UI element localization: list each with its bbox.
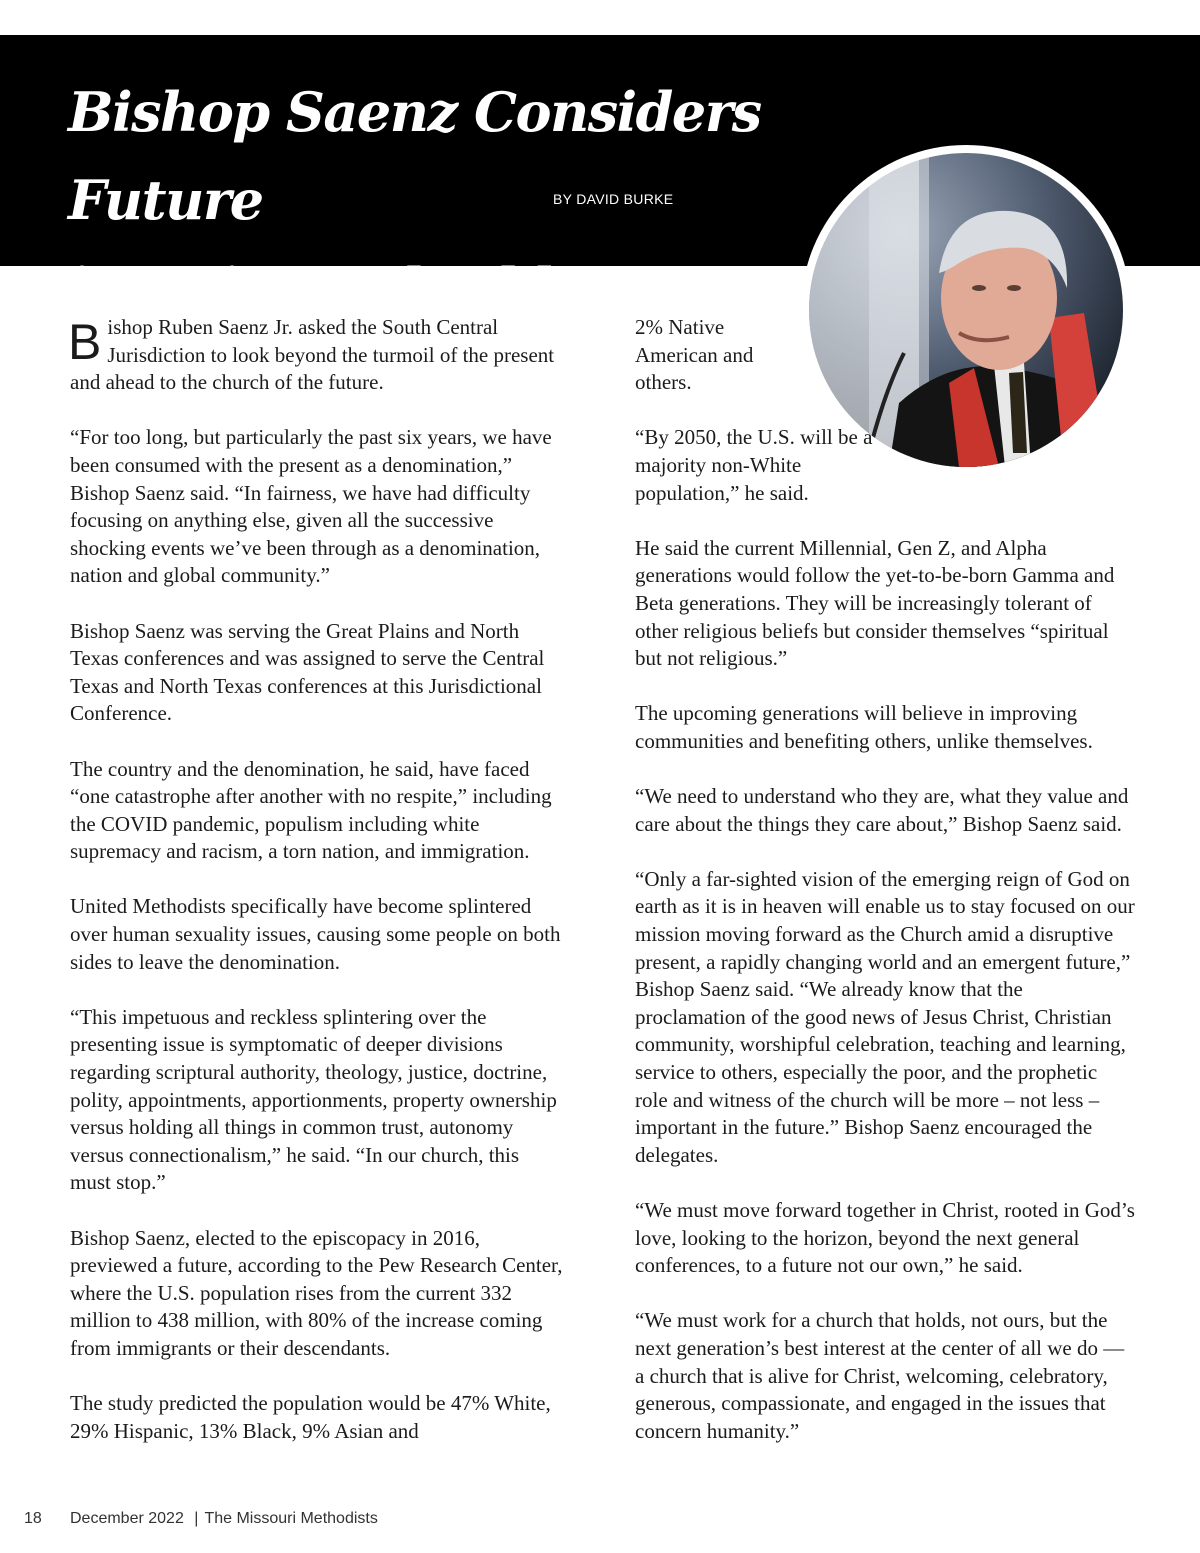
footer-separator: |	[194, 1510, 199, 1527]
page-footer	[24, 1510, 378, 1528]
intro-text: ishop Ruben Saenz Jr. asked the South Central Jurisdiction to look beyond the turmoil of the present and ahead to the church of the future.	[70, 315, 555, 395]
paragraph: The study predicted the population would be 47% White, 29% Hispanic, 13% Black, 9% Asian and	[70, 1391, 551, 1443]
paragraph: “For too long, but particularly the past six years, we have been consumed with the present as a denomination,” Bishop Saenz said. “In fairness, we have had difficulty focusing on anything else, given all the successive shocking events we’ve been through as a denomination, nation and global community.”	[70, 425, 552, 588]
paragraph: Bishop Saenz, elected to the episcopacy in 2016, previewed a future, according to the Pew Research Center, where the U.S. population rises from the current 332 million to 438 million, with 80% of the increase coming from immigrants or their descendants.	[70, 1225, 563, 1360]
page-number: 18	[24, 1510, 42, 1527]
paragraph: “This impetuous and reckless splintering over the presenting issue is symptomatic of deeper divisions regarding scriptural authority, theology, justice, doctrine, polity, appointments, apportionments, property ownership versus holding all things in common trust, autonomy versus connectionalism,” he said. “In our church, this must stop.”	[70, 1004, 557, 1195]
paragraph: “By 2050, the U.S. will be a majority non-White population,” he said.	[635, 425, 873, 505]
paragraph: “Only a far-sighted vision of the emerging reign of God on earth as it is in heaven will enable us to stay focused on our mission moving forward as the Church amid a disruptive present, a rapidly changing world and an emergent future,” Bishop Saenz said. “We already know that the proclamation of the good news of Jesus Christ, Christian community, worshipful celebration, teaching and learning, service to others, especially the poor, and the prophetic role and witness of the church will be more – not less – important in the future.” Bishop Saenz encouraged the delegates.	[635, 866, 1135, 1167]
issue-date: December 2022	[70, 1510, 184, 1527]
publication-name: The Missouri Methodists	[204, 1510, 378, 1527]
paragraph: “We must move forward together in Christ, rooted in God’s love, looking to the horizon, beyond the next general conferences, to a future not our own,” he said.	[635, 1198, 1135, 1278]
left-text-column	[70, 314, 565, 1445]
paragraph: 2% Native American and others.	[635, 315, 754, 395]
paragraph-intro	[70, 314, 565, 397]
paragraph: The upcoming generations will believe in improving communities and benefiting others, unlike themselves.	[635, 701, 1093, 753]
paragraph: Bishop Saenz was serving the Great Plains and North Texas conferences and was assigned to serve the Central Texas and North Texas conferences at this Jurisdictional Conference.	[70, 618, 545, 726]
drop-cap: B	[68, 314, 102, 370]
paragraph: “We must work for a church that holds, not ours, but the next generation’s best interest at the center of all we do — a church that is alive for Christ, welcoming, celebratory, generous, compassionate, and engaged in the issues that concern humanity.”	[635, 1308, 1125, 1443]
paragraph: “We need to understand who they are, what they value and care about the things they care about,” Bishop Saenz said.	[635, 784, 1129, 836]
byline: BY DAVID BURKE	[553, 191, 674, 207]
paragraph: United Methodists specifically have become splintered over human sexuality issues, causing some people on both sides to leave the denomination.	[70, 894, 561, 974]
article-title: Bishop Saenz Considers Future in Episcopal Address	[68, 80, 761, 320]
paragraph: He said the current Millennial, Gen Z, and Alpha generations would follow the yet-to-be-born Gamma and Beta generations. They will be increasingly tolerant of other religious beliefs but consider themselves “spiritual but not religious.”	[635, 535, 1115, 671]
right-text-column	[635, 314, 1135, 1445]
paragraph: The country and the denomination, he said, have faced “one catastrophe after another with no respite,” including the COVID pandemic, populism including white supremacy and racism, a torn nation, and immigration.	[70, 756, 552, 864]
